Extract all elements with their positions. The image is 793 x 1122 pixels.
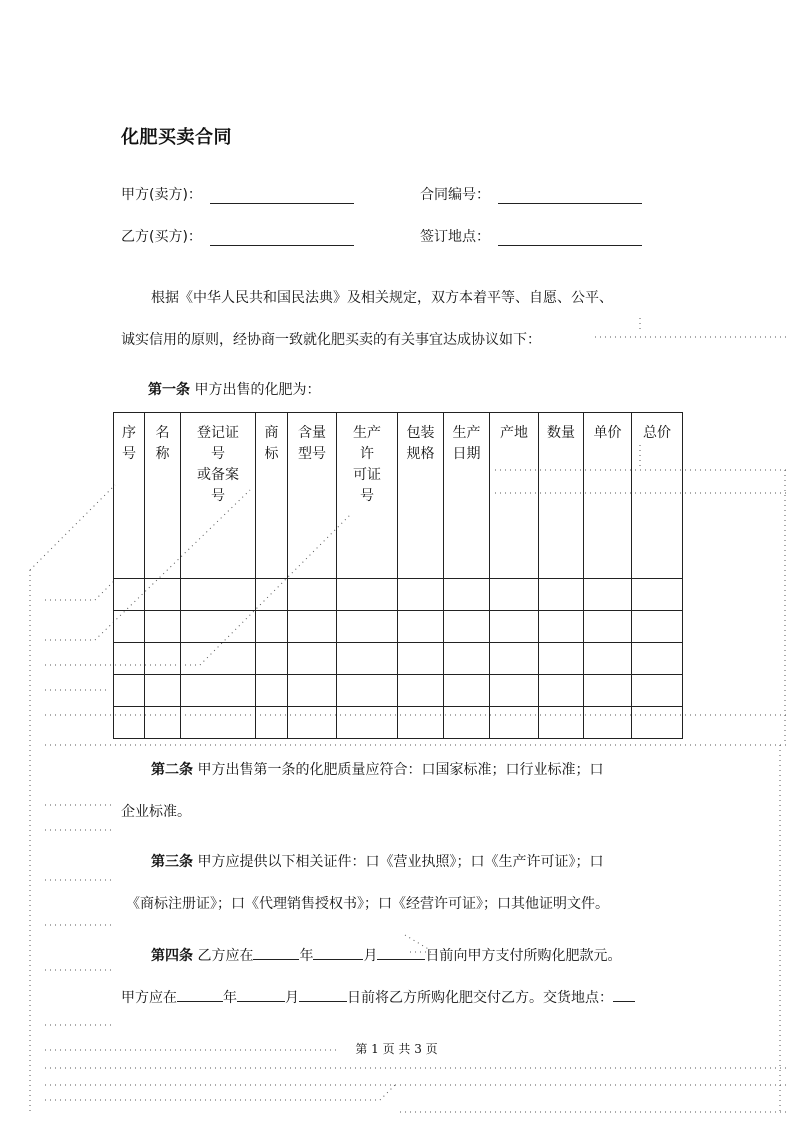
article-1 [148,380,708,400]
table-cell[interactable] [444,675,490,707]
table-cell[interactable] [584,643,632,675]
table-cell[interactable] [490,675,539,707]
header-text: 生产 [353,425,381,441]
contract-no-field [420,184,642,204]
table-header-cell [181,413,256,579]
table-cell[interactable] [145,643,181,675]
article-1-text: 甲方出售的化肥为： [194,382,321,398]
payment-day-blank[interactable] [377,945,425,960]
table-cell[interactable] [490,579,539,611]
article-2-line-1 [151,760,711,780]
table-cell[interactable] [145,611,181,643]
table-header-cell [490,413,539,579]
contract-no-label: 合同编号： [420,187,490,203]
article-2-heading: 第二条 [151,762,193,778]
party-a-blank[interactable] [210,187,354,204]
header-text: 名 [155,425,170,441]
table-cell[interactable] [444,611,490,643]
article-2-text: 甲方出售第一条的化肥质量应符合：口国家标准；口行业标准；口 [197,762,604,778]
table-cell[interactable] [114,675,145,707]
header-text: 规格 [406,446,435,462]
contract-no-blank[interactable] [498,187,642,204]
table-cell[interactable] [288,643,337,675]
table-cell[interactable] [145,707,181,739]
table-cell[interactable] [398,675,444,707]
article-4-text-h: 日前将乙方所购化肥交付乙方。交货地点： [347,990,613,1006]
table-cell[interactable] [256,611,288,643]
article-2-line-2: 企业标准。 [121,804,191,820]
page-footer: 第 1 页 共 3 页 [355,1042,438,1056]
table-cell[interactable] [337,675,398,707]
table-cell[interactable] [181,611,256,643]
table-cell[interactable] [181,707,256,739]
header-text: 生产 [452,425,481,441]
article-4-text-c: 月 [363,948,378,964]
table-cell[interactable] [539,707,584,739]
table-cell[interactable] [632,643,683,675]
document-title: 化肥买卖合同 [121,127,232,148]
table-cell[interactable] [490,611,539,643]
table-cell[interactable] [288,707,337,739]
table-cell[interactable] [145,675,181,707]
table-header-cell [256,413,288,579]
table-cell[interactable] [114,611,145,643]
article-4-text-a: 乙方应在 [197,948,254,964]
header-text: 许 [360,446,374,462]
delivery-place-blank[interactable] [613,987,635,1002]
header-text: 日期 [452,446,481,462]
table-cell[interactable] [398,707,444,739]
table-cell[interactable] [632,579,683,611]
table-row [114,707,683,739]
table-cell[interactable] [181,675,256,707]
table-cell[interactable] [444,643,490,675]
table-cell[interactable] [337,707,398,739]
table-row [114,643,683,675]
table-header-cell [145,413,181,579]
table-header-cell [444,413,490,579]
table-cell[interactable] [632,611,683,643]
table-cell[interactable] [256,579,288,611]
table-cell[interactable] [490,707,539,739]
table-cell[interactable] [539,675,584,707]
intro-line-2: 诚实信用的原则，经协商一致就化肥买卖的有关事宜达成协议如下： [121,332,541,348]
table-cell[interactable] [337,579,398,611]
article-1-heading: 第一条 [148,382,190,398]
sign-place-label: 签订地点： [420,229,490,245]
party-a-label: 甲方(卖方)： [121,187,202,203]
party-b-label: 乙方(买方)： [121,229,202,245]
table-cell[interactable] [632,675,683,707]
table-cell[interactable] [288,611,337,643]
table-row [114,579,683,611]
header-text: 号 [122,446,136,462]
table-cell[interactable] [398,579,444,611]
table-cell[interactable] [114,643,145,675]
table-cell[interactable] [584,707,632,739]
article-4-text-b: 年 [299,948,314,964]
article-4-text-e: 甲方应在 [121,990,177,1006]
header-text: 型号 [298,446,326,462]
article-3-line-2: 《商标注册证》；口《代理销售授权书》；口《经营许可证》；口其他证明文件。 [126,896,609,912]
payment-year-blank[interactable] [253,945,299,960]
header-text: 可证 [353,467,381,483]
article-4-line-1 [151,945,711,966]
fertilizer-table [113,412,683,739]
delivery-month-blank[interactable] [237,987,285,1002]
table-header-cell [539,413,584,579]
party-b-field [121,226,354,246]
table-cell[interactable] [256,707,288,739]
intro-line-1: 根据《中华人民共和国民法典》及相关规定，双方本着平等、自愿、公平、 [151,290,613,306]
header-text: 包装 [406,425,435,441]
header-text: 序 [122,425,136,441]
table-cell[interactable] [256,675,288,707]
article-4-text-f: 年 [223,990,237,1006]
party-a-field [121,184,354,204]
table-cell[interactable] [584,675,632,707]
table-cell[interactable] [145,579,181,611]
table-cell[interactable] [114,707,145,739]
table-cell[interactable] [398,643,444,675]
article-4-text-d: 日前向甲方支付所购化肥款元。 [425,948,622,964]
table-row [114,675,683,707]
table-cell[interactable] [398,611,444,643]
article-4-text-g: 月 [285,990,299,1006]
table-header-cell [584,413,632,579]
delivery-day-blank[interactable] [299,987,347,1002]
table-header-row [114,413,683,579]
table-header-cell [114,413,145,579]
article-4-line-2 [121,987,681,1008]
table-cell[interactable] [444,579,490,611]
header-text: 数量 [547,425,575,441]
table-header-cell [398,413,444,579]
table-cell[interactable] [584,611,632,643]
article-4-heading: 第四条 [151,948,193,964]
header-text: 标 [264,446,279,462]
header-text: 称 [155,446,170,462]
table-header-cell [632,413,683,579]
table-cell[interactable] [539,611,584,643]
table-cell[interactable] [181,579,256,611]
header-text: 产地 [500,425,528,441]
table-cell[interactable] [256,643,288,675]
table-cell[interactable] [632,707,683,739]
header-text: 号 [360,488,374,504]
party-b-blank[interactable] [210,229,354,246]
header-text: 号 [211,488,225,504]
payment-month-blank[interactable] [313,945,363,960]
header-text: 或备案 [197,467,239,483]
table-cell[interactable] [539,579,584,611]
table-cell[interactable] [539,643,584,675]
header-text: 商 [264,425,279,441]
table-cell[interactable] [181,643,256,675]
table-cell[interactable] [337,643,398,675]
table-header-cell [288,413,337,579]
table-cell[interactable] [288,675,337,707]
table-cell[interactable] [288,579,337,611]
table-cell[interactable] [584,579,632,611]
table-row [114,611,683,643]
header-text: 号 [211,446,225,462]
article-3-text: 甲方应提供以下相关证件：口《营业执照》；口《生产许可证》；口 [197,854,604,870]
article-3-line-1 [151,852,711,872]
sign-place-field [420,226,642,246]
header-text: 单价 [593,425,622,441]
table-cell[interactable] [114,579,145,611]
table-cell[interactable] [490,643,539,675]
table-cell[interactable] [337,611,398,643]
delivery-year-blank[interactable] [177,987,223,1002]
sign-place-blank[interactable] [498,229,642,246]
table-header-cell [337,413,398,579]
header-text: 登记证 [197,425,239,441]
article-3-heading: 第三条 [151,854,193,870]
table-cell[interactable] [444,707,490,739]
header-text: 含量 [298,425,326,441]
header-text: 总价 [643,425,671,441]
